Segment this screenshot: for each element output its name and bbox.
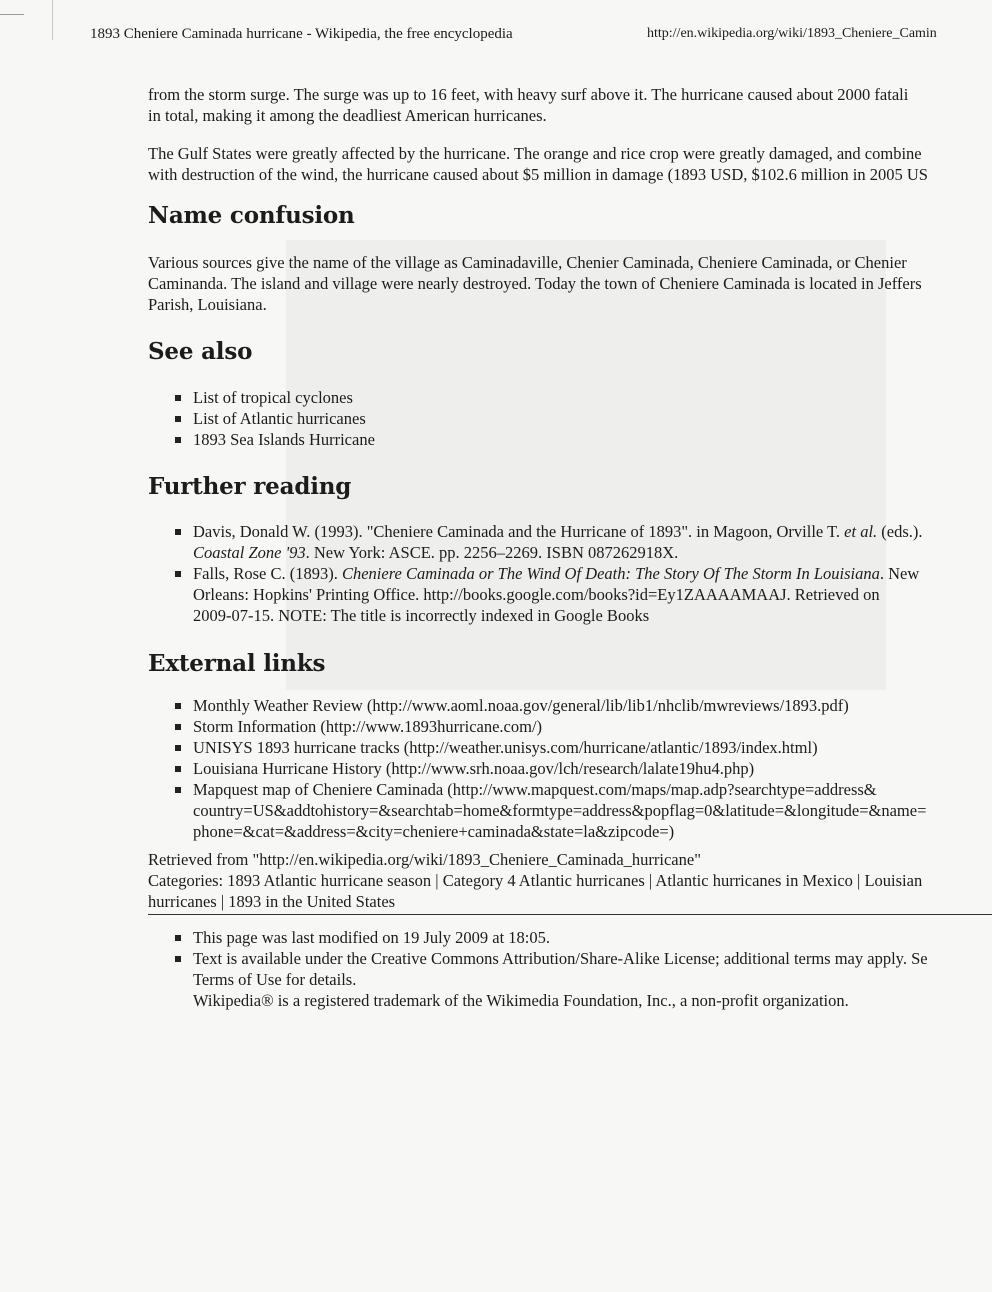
license-notice: Text is available under the Creative Commons Attribution/Share-Alike License; additional terms may apply. Se Terms of Use for details. Wikipedia® is a registered trademark of the Wikimedia Foundation, Inc., a non-profit organization. <box>148 948 992 1011</box>
scan-edge-mark <box>0 14 24 15</box>
heading-see-also: See also <box>148 338 253 365</box>
footer-list <box>148 927 992 1011</box>
external-link-item[interactable]: Louisiana Hurricane History (http://www.srh.noaa.gov/lch/research/lalate19hu4.php) <box>148 758 992 779</box>
reference-item-davis: Davis, Donald W. (1993). "Cheniere Caminada and the Hurricane of 1893". in Magoon, Orville T. et al. (eds.). Coastal Zone '93. New York: ASCE. pp. 2256–2269. ISBN 087262918X. <box>148 521 992 563</box>
see-also-item[interactable]: List of tropical cyclones <box>148 387 992 408</box>
further-reading-list <box>148 521 992 626</box>
footer-divider <box>148 914 992 915</box>
article-body <box>148 84 992 1011</box>
see-also-item[interactable]: 1893 Sea Islands Hurricane <box>148 429 992 450</box>
paragraph-storm-surge: from the storm surge. The surge was up to 16 feet, with heavy surf above it. The hurricane caused about 2000 fatali in total, making it among the deadliest American hurricanes. <box>148 85 909 125</box>
trademark-notice: Wikipedia® is a registered trademark of the Wikimedia Foundation, Inc., a non-profit organization. <box>193 991 849 1010</box>
print-header-title: 1893 Cheniere Caminada hurricane - Wikipedia, the free encyclopedia <box>90 26 513 42</box>
see-also-item[interactable]: List of Atlantic hurricanes <box>148 408 992 429</box>
categories-line[interactable]: Categories: 1893 Atlantic hurricane season | Category 4 Atlantic hurricanes | Atlantic hurricanes in Mexico | Louisian <box>148 871 923 890</box>
heading-name-confusion: Name confusion <box>148 202 355 229</box>
paragraph-damage: The Gulf States were greatly affected by the hurricane. The orange and rice crop were greatly damaged, and combine with destruction of the wind, the hurricane caused about $5 million in damage (1893 USD, $102.6 million in 2005 US <box>148 144 928 184</box>
scan-edge-mark <box>52 0 53 40</box>
categories-line[interactable]: hurricanes | 1893 in the United States <box>148 892 396 911</box>
external-link-item[interactable]: Storm Information (http://www.1893hurricane.com/) <box>148 716 992 737</box>
heading-further-reading: Further reading <box>148 473 352 500</box>
external-link-item[interactable]: UNISYS 1893 hurricane tracks (http://weather.unisys.com/hurricane/atlantic/1893/index.html) <box>148 737 992 758</box>
reference-item-falls: Falls, Rose C. (1893). Cheniere Caminada or The Wind Of Death: The Story Of The Storm In Louisiana. New Orleans: Hopkins' Printing Office. http://books.google.com/books?id=Ey1ZAAAAMAAJ. Retrieved on 2009-07-15. NOTE: The title is incorrectly indexed in Google Books <box>148 563 992 626</box>
retrieved-from: Retrieved from "http://en.wikipedia.org/wiki/1893_Cheniere_Caminada_hurricane" <box>148 850 701 869</box>
heading-external-links: External links <box>148 650 326 677</box>
last-modified: This page was last modified on 19 July 2009 at 18:05. <box>148 927 992 948</box>
print-header-url: http://en.wikipedia.org/wiki/1893_Cheniere_Camin <box>647 26 937 41</box>
external-links-list <box>148 695 992 842</box>
see-also-list <box>148 387 992 450</box>
external-link-item-mapquest[interactable]: Mapquest map of Cheniere Caminada (http://www.mapquest.com/maps/map.adp?searchtype=address& country=US&addtohistory=&searchtab=home&formtype=address&popflag=0&latitude=&longitude=&name= phone=&cat=&address=&city=cheniere+caminada&state=la&zipcode=) <box>148 779 992 842</box>
external-link-item[interactable]: Monthly Weather Review (http://www.aoml.noaa.gov/general/lib/lib1/nhclib/mwreviews/1893.pdf) <box>148 695 992 716</box>
paragraph-name-confusion: Various sources give the name of the village as Caminadaville, Chenier Caminada, Cheniere Caminada, or Chenier Caminanda. The island and village were nearly destroyed. Today the town of Cheniere Caminada is located in Jeffers Parish, Louisiana. <box>148 253 922 314</box>
